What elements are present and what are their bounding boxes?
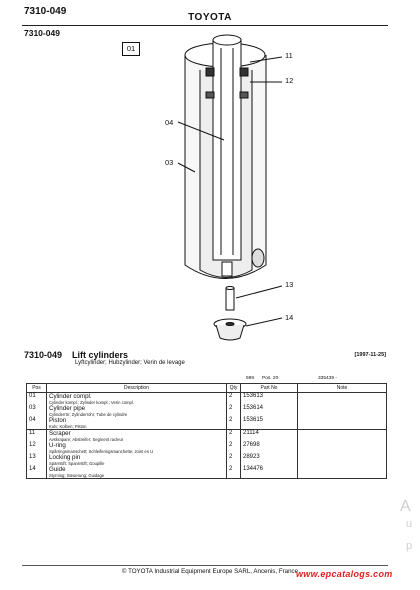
table-row [27,466,387,479]
cell-description [47,405,227,417]
table-row [27,430,387,443]
part-translations: Spärrstift; Spannstift; Goupille [49,461,105,466]
footer-divider [22,565,388,566]
callout-13: 13 [285,280,294,289]
part-translations: Kolv; Kolben; Piston [49,424,87,429]
cell-part-no: 28923 [241,454,298,466]
callout-03: 03 [165,158,174,167]
part-name: Locking pin [49,454,81,461]
cell-description [47,430,227,443]
callout-04: 04 [165,118,174,127]
cell-note [298,454,387,466]
meta-b: Pos. 20 [262,376,279,381]
cell-description [47,466,227,479]
cell-note [298,405,387,417]
part-translations: Cylinderrör; Zylinderrohr; Tube de cylindre [49,412,128,417]
figure-ref-box: 01 [122,42,140,56]
cell-note [298,417,387,430]
cell-part-no: 153614 [241,405,298,417]
cell-note [298,430,387,443]
cell-qty: 2 [227,405,241,417]
part-name: Guide [49,466,66,473]
cell-part-no: 153615 [241,417,298,430]
cell-note [298,393,387,406]
header-pos: Pos [27,384,47,393]
section-code: 7310-049 [24,350,63,360]
header-part-no: Part No [241,384,298,393]
table-row [27,417,387,430]
watermark: www.epcatalogs.com [296,569,393,579]
document-code: 7310-049 [24,6,67,17]
cell-qty: 2 [227,454,241,466]
cell-qty: 2 [227,417,241,430]
part-translations: Styrning; Steuerung; Guidage [49,473,105,478]
cell-note [298,466,387,479]
cell-pos: 12 [27,442,47,454]
part-name: Cylinder pipe [49,405,86,412]
cell-pos: 13 [27,454,47,466]
part-translations: Cylinder kompl.; Zylinder kompl.; Verin compl. [49,400,134,405]
header-description: Description [47,384,227,393]
part-translations: Avskrapare; Abstreifer; Segment racleur [49,437,124,442]
cell-part-no: 153613 [241,393,298,406]
side-fragment-p: p [406,540,413,552]
table-row [27,442,387,454]
section-subtitle: Lyftcylinder; Hubzylinder; Verin de levage [75,360,185,366]
callout-11: 11 [285,51,293,60]
meta-a: 599 [246,376,255,381]
cell-pos: 01 [27,393,47,406]
side-fragment-u: u [406,518,413,530]
cell-part-no: 21114 [241,430,298,443]
figure-code: 7310-049 [24,28,60,38]
cell-pos: 14 [27,466,47,479]
cell-qty: 2 [227,466,241,479]
cell-description [47,442,227,454]
footer-copyright: © TOYOTA Industrial Equipment Europe SARL, Ancenis, France [121,568,299,575]
cell-qty: 2 [227,430,241,443]
cell-part-no: 27698 [241,442,298,454]
part-name: U-ring [49,442,66,449]
cell-description [47,417,227,430]
part-name: Cylinder compl. [49,393,92,400]
section-date: [1997-11-25] [354,352,386,358]
cell-pos: 03 [27,405,47,417]
section-title [24,350,128,360]
table-header-row [27,384,387,393]
brand-title: TOYOTA [188,12,232,23]
cell-description [47,454,227,466]
cell-qty: 2 [227,393,241,406]
callout-14: 14 [285,313,294,322]
meta-c: 335439 - [318,376,337,381]
parts-table [26,383,387,479]
cell-part-no: 134476 [241,466,298,479]
callout-12: 12 [285,76,294,85]
side-fragment-a: A [400,498,411,515]
cell-pos: 04 [27,417,47,430]
header-note: Note [298,384,387,393]
table-row [27,393,387,406]
cell-note [298,442,387,454]
cell-qty: 2 [227,442,241,454]
part-name: Scraper [49,430,71,437]
cell-description [47,393,227,406]
table-row [27,454,387,466]
cell-pos: 11 [27,430,47,443]
table-row [27,405,387,417]
part-name: Piston [49,417,67,424]
part-translations: Spårringsmanschett; Schleiferingsmanchette; Joint en U [49,449,154,454]
section-name: Lift cylinders [72,350,129,360]
header-qty: Qty [227,384,241,393]
